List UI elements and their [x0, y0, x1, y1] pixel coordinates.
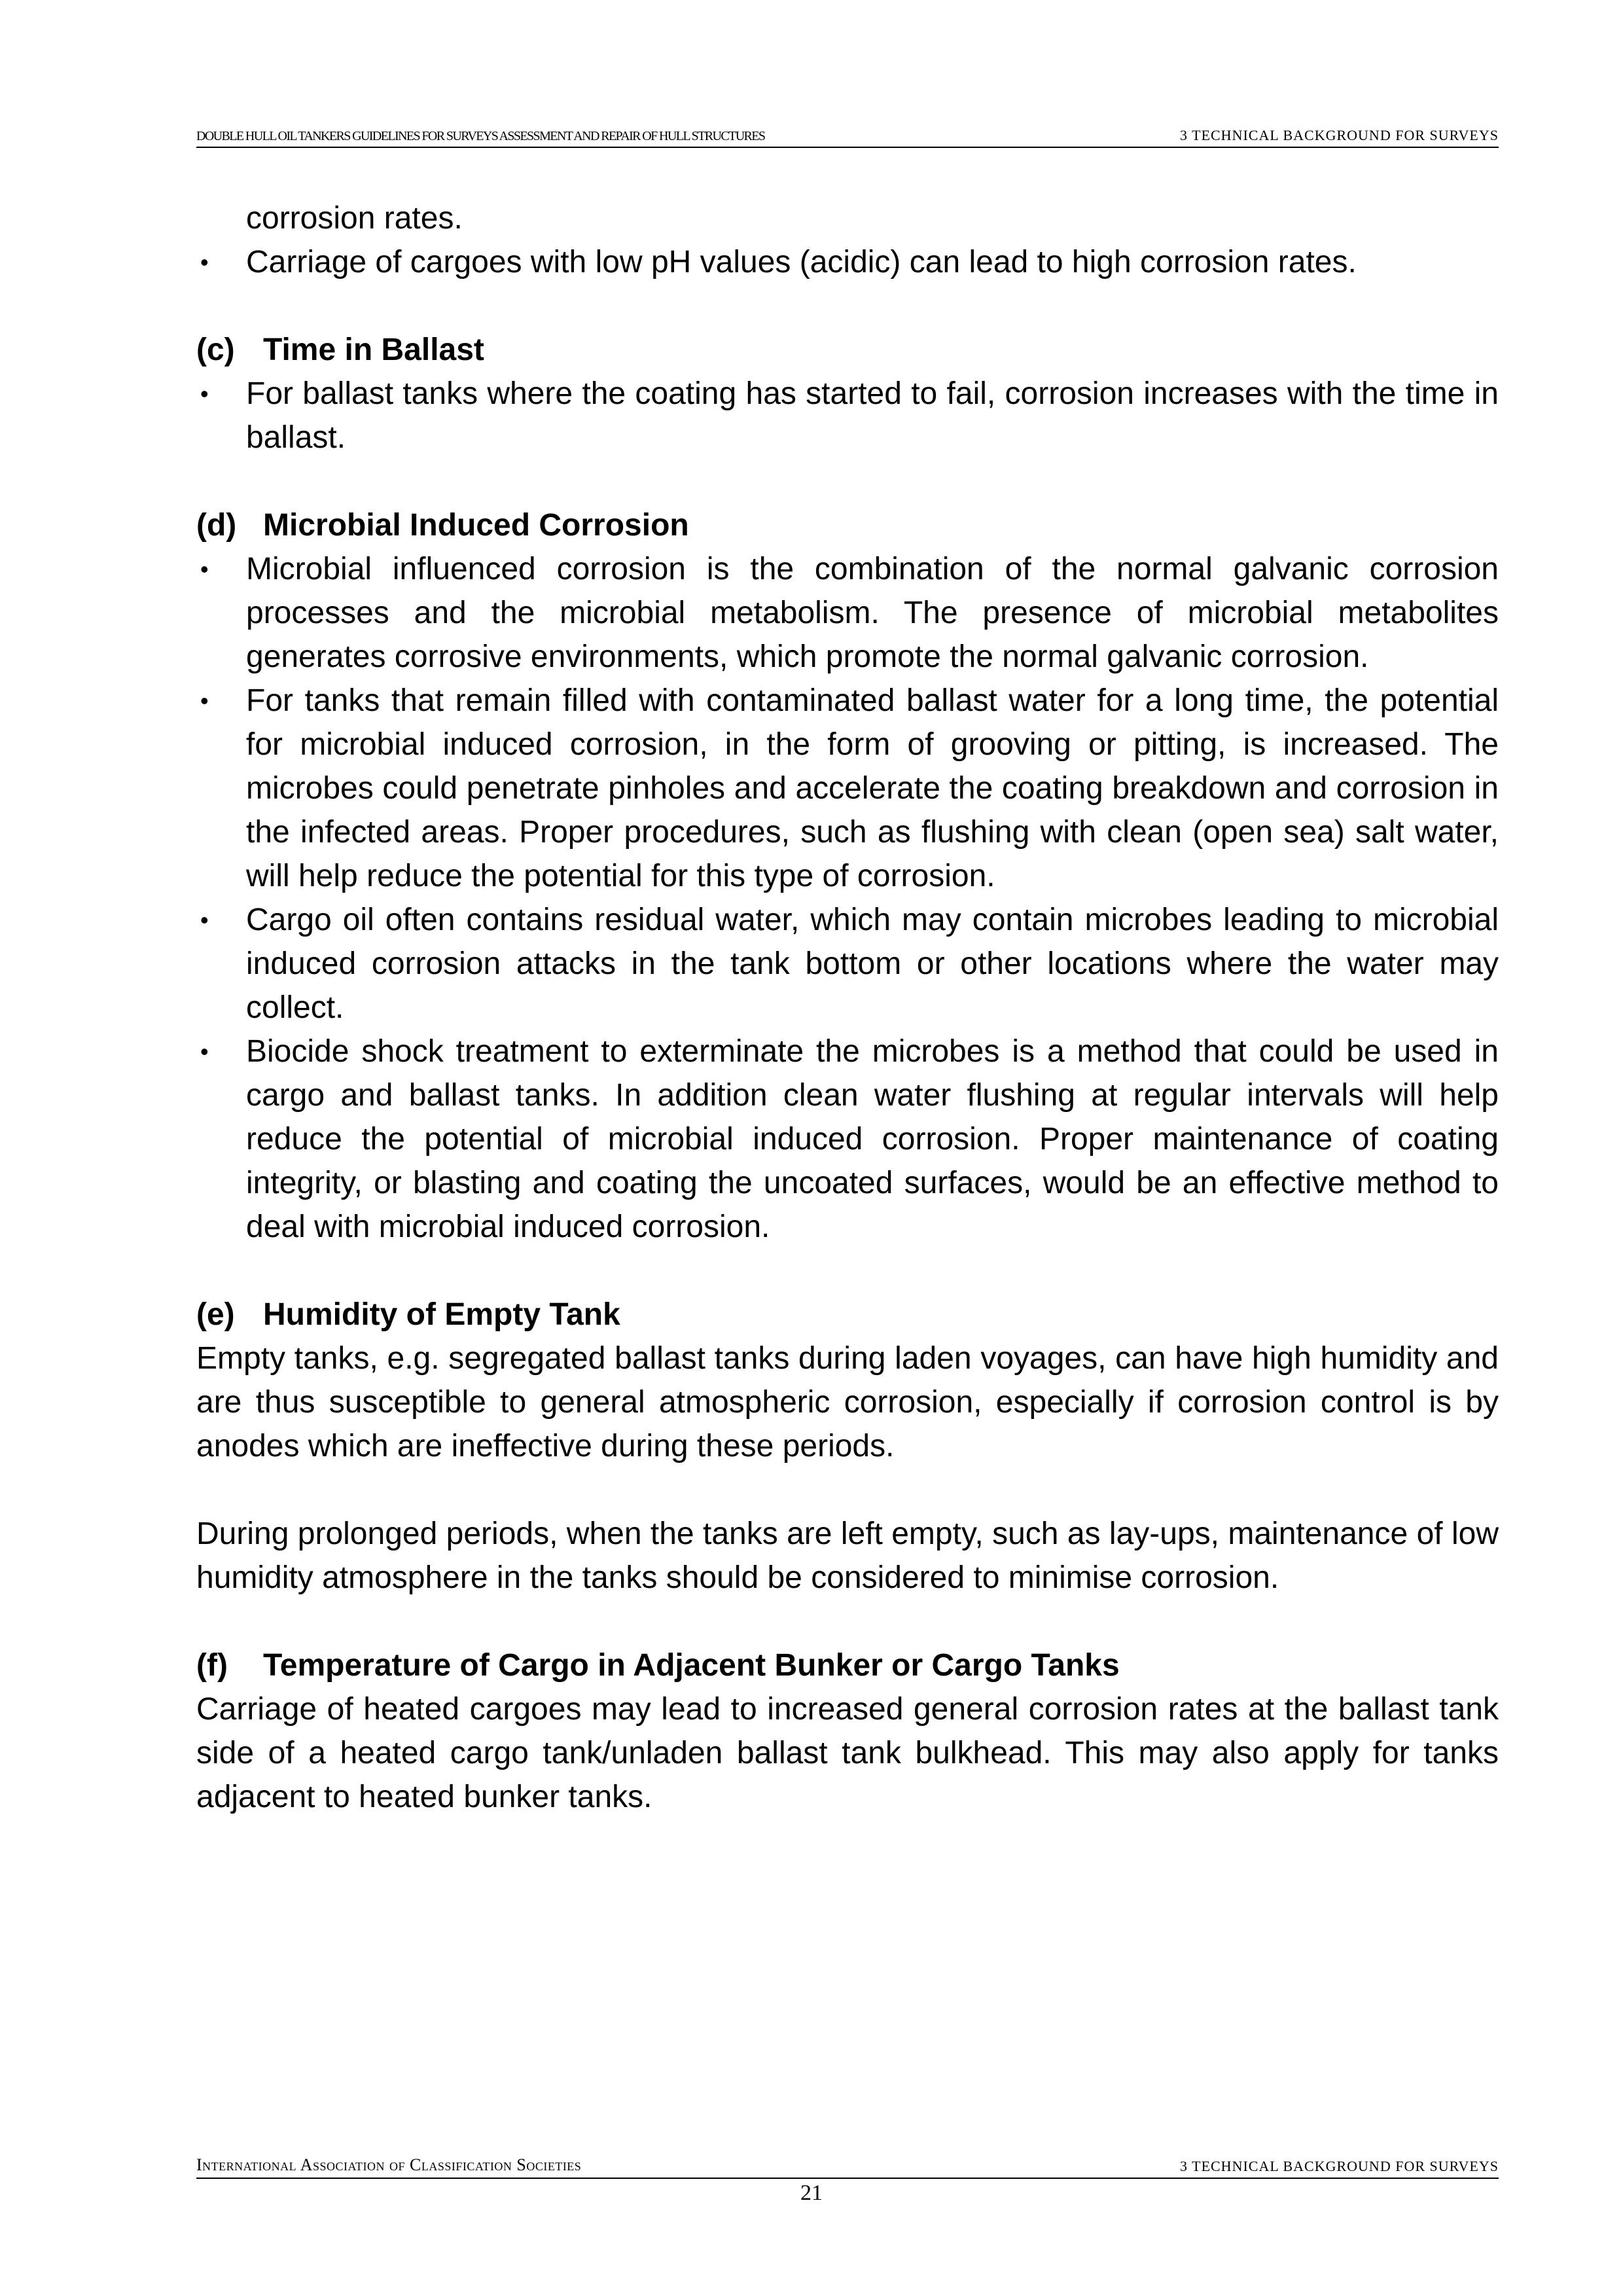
section-heading-f — [196, 1643, 1499, 1687]
section-c-bullet-list — [196, 372, 1499, 459]
section-title: Humidity of Empty Tank — [263, 1297, 620, 1332]
bullet-icon: • — [200, 1038, 209, 1065]
list-item — [196, 1030, 1499, 1249]
bullet-icon: • — [200, 380, 209, 407]
section-title: Temperature of Cargo in Adjacent Bunker or Cargo Tanks — [263, 1648, 1120, 1683]
running-header — [196, 128, 1499, 148]
list-item — [196, 898, 1499, 1030]
section-label: (f) — [196, 1648, 228, 1683]
page-number: 21 — [800, 2181, 823, 2205]
section-heading-d — [196, 503, 1499, 547]
section-label: (c) — [196, 332, 235, 367]
section-label: (e) — [196, 1297, 235, 1332]
section-d-bullet-list — [196, 547, 1499, 1249]
section-heading-e — [196, 1293, 1499, 1336]
section-label: (d) — [196, 508, 237, 543]
header-document-title: DOUBLE HULL OIL TANKERS GUIDELINES FOR SURVEYS ASSESSMENT AND REPAIR OF HULL STRUCTURES — [196, 129, 765, 143]
list-item-text: For tanks that remain filled with contaminated ballast water for a long time, the potential for microbial induced corrosion, in the form of grooving or pitting, is increased. The microbes could penetrate pinholes and accelerate the coating breakdown and corrosion in the infected areas. Proper procedures, such as flushing with clean (open sea) salt water, will help reduce the potential for this type of corrosion. — [246, 683, 1499, 893]
bullet-icon: • — [200, 556, 209, 583]
list-item-text: Cargo oil often contains residual water, which may contain microbes leading to microbial induced corrosion attacks in the tank bottom or other locations where the water may collect. — [246, 903, 1499, 1025]
running-footer — [196, 2157, 1499, 2179]
body-paragraph: Carriage of heated cargoes may lead to increased general corrosion rates at the ballast tank side of a heated cargo tank/unladen ballast tank bulkhead. This may also apply for tanks adjacent to heated bunker tanks. — [196, 1692, 1499, 1814]
bullet-icon: • — [200, 906, 209, 933]
list-item-text: Biocide shock treatment to exterminate the microbes is a method that could be used in cargo and ballast tanks. In addition clean water flushing at regular intervals will help reduce the potential of microbial induced corrosion. Proper maintenance of coating integrity, or blasting and coating the uncoated surfaces, would be an effective method to deal with microbial induced corrosion. — [246, 1034, 1499, 1244]
bullet-icon: • — [200, 249, 209, 276]
body-paragraph: During prolonged periods, when the tanks are left empty, such as lay-ups, maintenance of low humidity atmosphere in the tanks should be considered to minimise corrosion. — [196, 1516, 1499, 1595]
list-item — [196, 679, 1499, 898]
footer-organization: International Association of Classification Societies — [196, 2155, 582, 2174]
list-item — [196, 240, 1499, 284]
footer-chapter-title: 3 TECHNICAL BACKGROUND FOR SURVEYS — [1180, 2158, 1499, 2174]
continued-text: corrosion rates. — [246, 201, 463, 236]
list-item — [196, 547, 1499, 679]
section-title: Time in Ballast — [263, 332, 484, 367]
intro-bullet-list — [196, 240, 1499, 284]
list-item-text: Microbial influenced corrosion is the combination of the normal galvanic corrosion processes and the microbial metabolism. The presence of microbial metabolites generates corrosive environments, which promote the normal galvanic corrosion. — [246, 552, 1499, 674]
list-item — [196, 372, 1499, 459]
bullet-icon: • — [200, 687, 209, 714]
section-title: Microbial Induced Corrosion — [263, 508, 689, 543]
header-chapter-title: 3 TECHNICAL BACKGROUND FOR SURVEYS — [1180, 127, 1499, 143]
list-item-text: Carriage of cargoes with low pH values (acidic) can lead to high corrosion rates. — [246, 245, 1357, 279]
section-heading-c — [196, 328, 1499, 372]
list-item-text: For ballast tanks where the coating has started to fail, corrosion increases with the time in ballast. — [246, 376, 1499, 455]
body-paragraph: Empty tanks, e.g. segregated ballast tanks during laden voyages, can have high humidity and are thus susceptible to general atmospheric corrosion, especially if corrosion control is by anodes which are ineffective during these periods. — [196, 1341, 1499, 1463]
body-content — [196, 196, 1499, 1819]
